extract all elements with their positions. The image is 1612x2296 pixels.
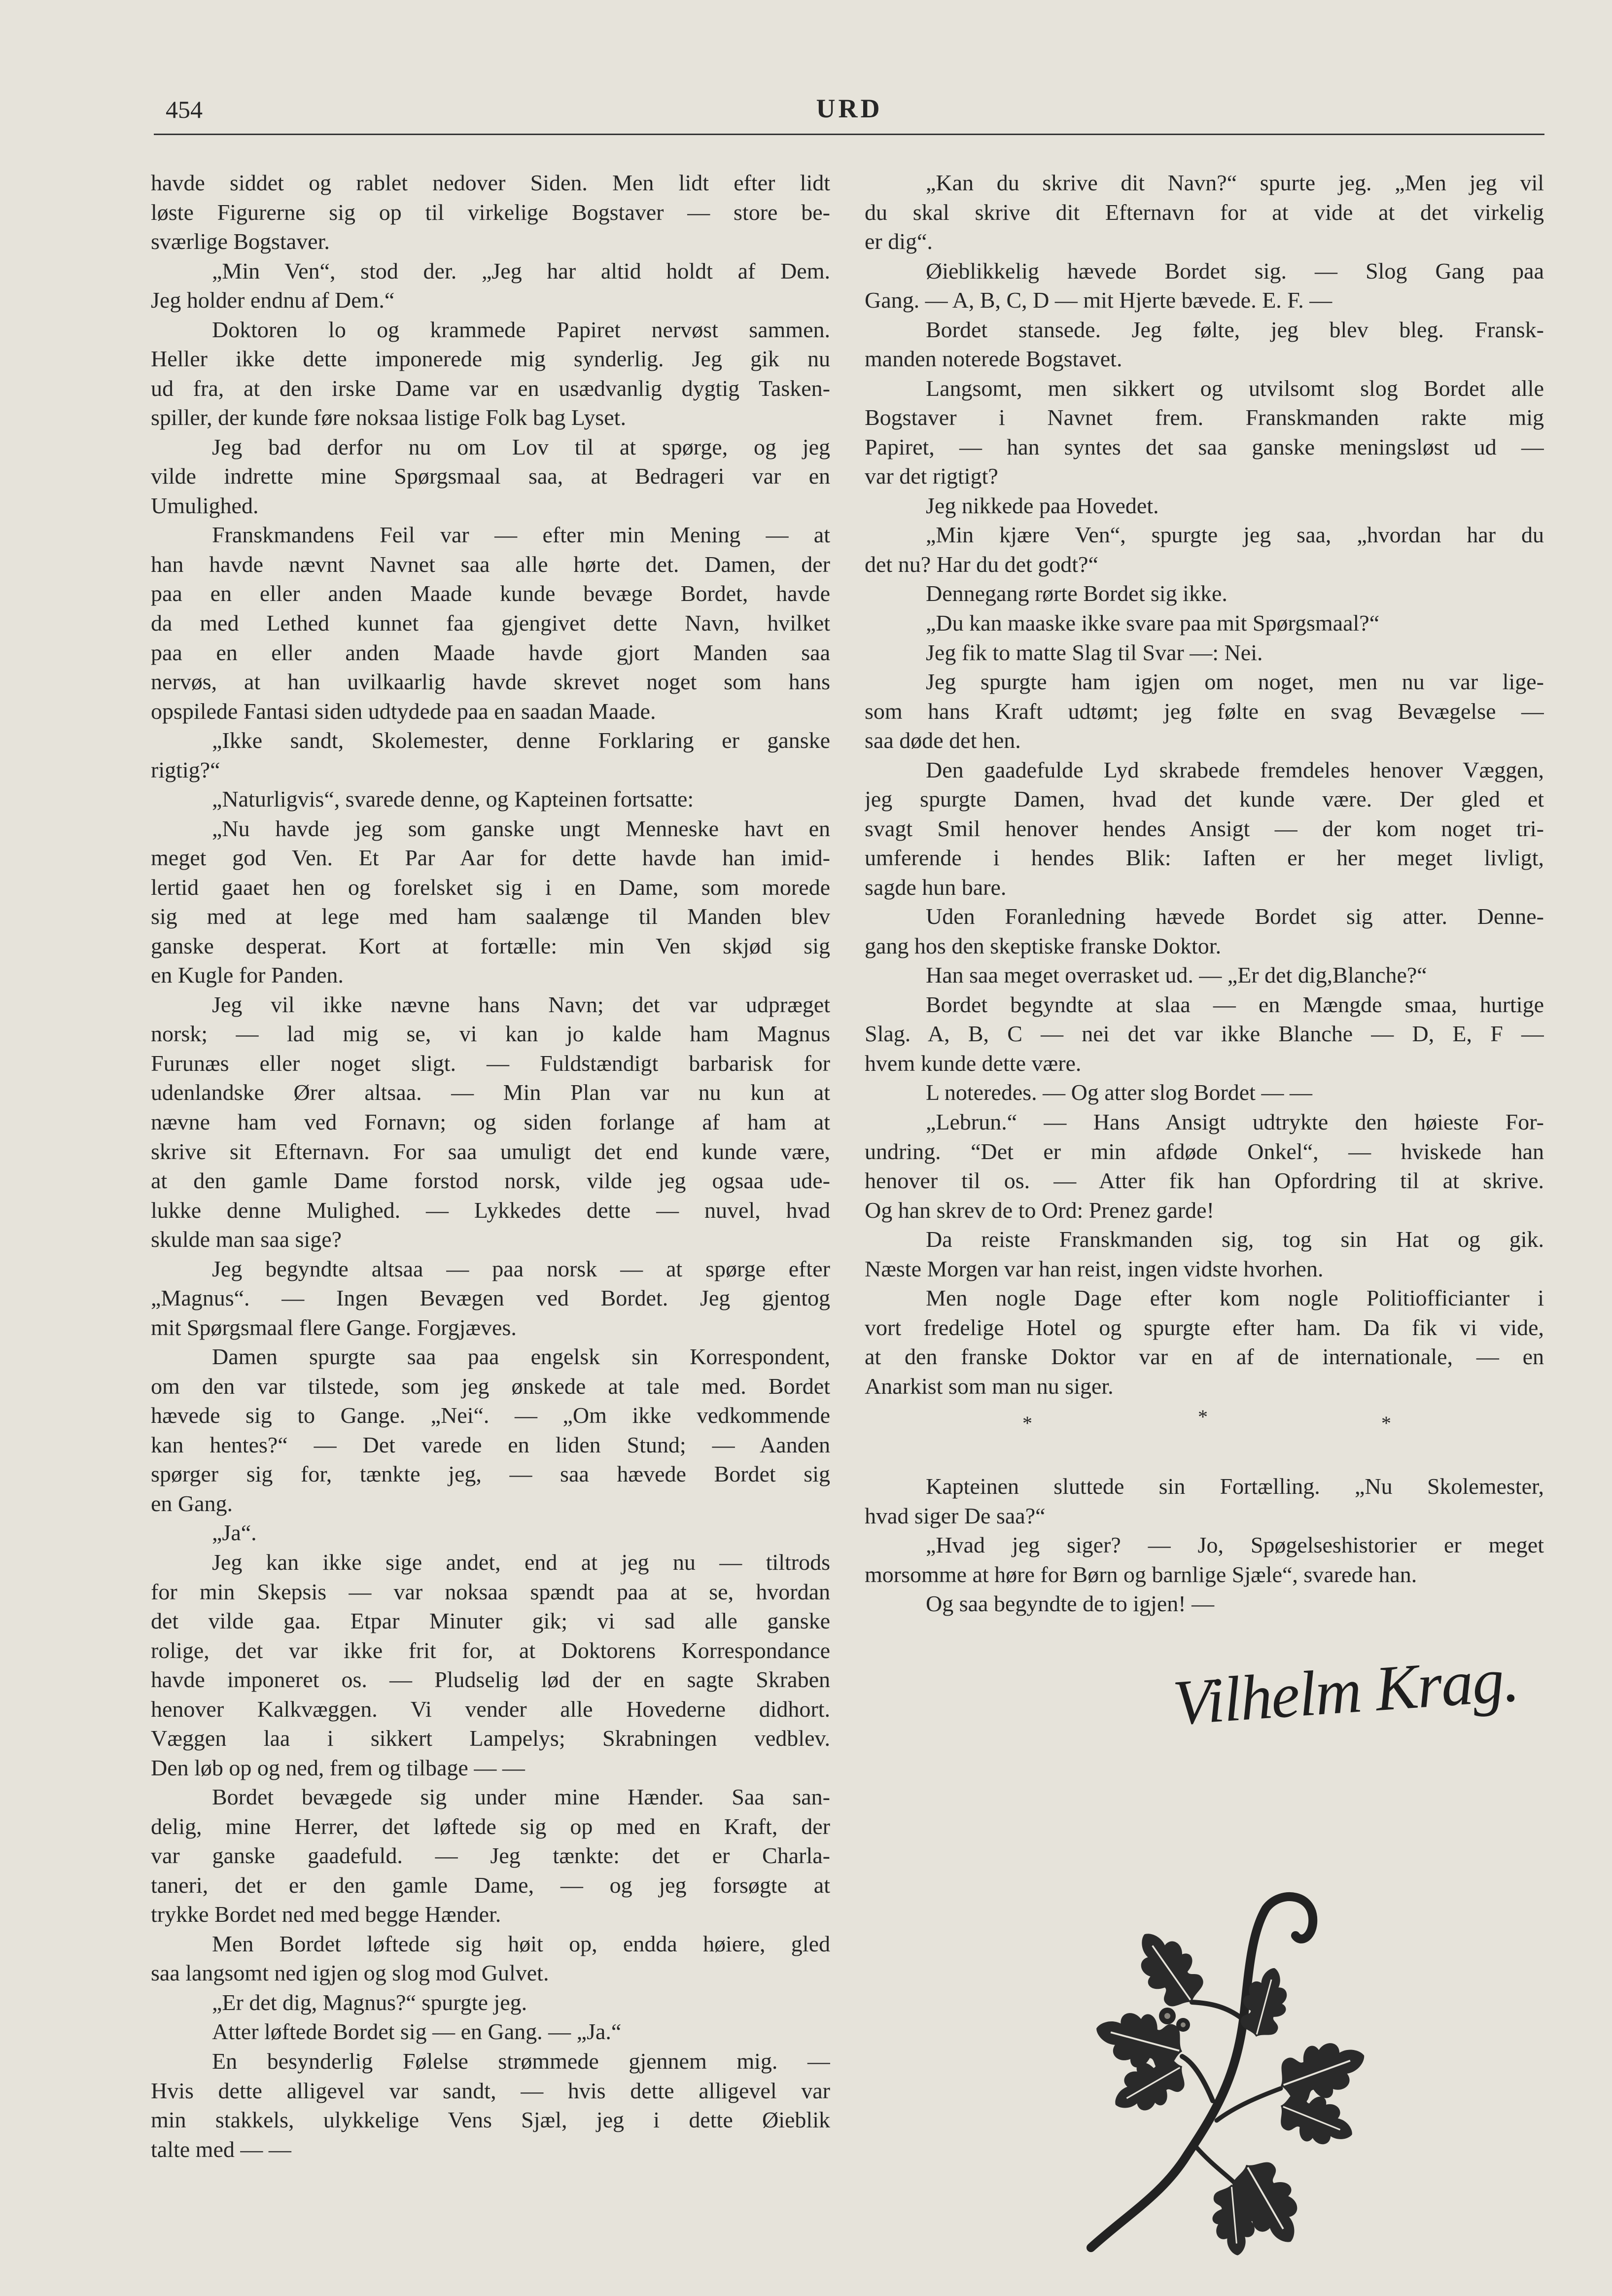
- paragraph: [865, 1225, 1544, 1283]
- text-line: det vilde gaa. Etpar Minuter gik; vi sad alle ganske: [151, 1608, 830, 1634]
- text-line: vort fredelige Hotel og spurgte efter ham. Da fik vi vide,: [865, 1314, 1544, 1340]
- text-line: hævede sig to Gange. „Nei“. — „Om ikke vedkommende: [151, 1403, 830, 1428]
- text-line: Slag. A, B, C — nei det var ikke Blanche — D, E, F —: [865, 1021, 1544, 1047]
- paragraph: [865, 1589, 1544, 1619]
- text-line: hvad siger De saa?“: [865, 1503, 1046, 1528]
- text-line: en Kugle for Panden.: [151, 962, 344, 988]
- paragraph: [151, 1342, 830, 1518]
- text-line: Men nogle Dage efter kom nogle Politiofficianter i: [926, 1285, 1544, 1311]
- text-line: Bordet stansede. Jeg følte, jeg blev bleg. Fransk-: [926, 317, 1544, 342]
- paragraph: [151, 315, 830, 432]
- paragraph: [865, 638, 1544, 668]
- paragraph: [865, 256, 1544, 315]
- text-line: Bordet bevægede sig under mine Hænder. Saa san-: [212, 1784, 830, 1810]
- text-line: Væggen laa i sikkert Lampelys; Skrabningen vedblev.: [151, 1726, 830, 1751]
- text-line: talte med — —: [151, 2136, 291, 2162]
- magazine-title: URD: [816, 94, 883, 123]
- text-line: Han saa meget overrasket ud. — „Er det dig,Blanche?“: [926, 962, 1427, 988]
- page-number: 454: [166, 96, 203, 123]
- paragraph: [865, 1472, 1544, 1530]
- text-line: Og han skrev de to Ord: Prenez garde!: [865, 1197, 1214, 1223]
- paragraph: [865, 520, 1544, 579]
- text-line: „Ikke sandt, Skolemester, denne Forklaring er ganske: [212, 728, 830, 753]
- paragraph: [865, 1078, 1544, 1107]
- text-line: En besynderlig Følelse strømmede gjennem mig. —: [212, 2049, 830, 2074]
- text-line: han havde nævnt Navnet saa alle hørte det. Damen, der: [151, 551, 830, 577]
- author-signature: Vilhelm Krag.: [1170, 1644, 1521, 1739]
- paragraph: [151, 1548, 830, 1782]
- text-line: var ganske gaadefuld. — Jeg tænkte: det er Charla-: [151, 1843, 830, 1869]
- paragraph: [151, 1782, 830, 1929]
- text-line: paa en eller anden Maade havde gjort Manden saa: [151, 639, 830, 665]
- text-line: „Naturligvis“, svarede denne, og Kapteinen fortsatte:: [212, 786, 694, 812]
- text-line: Hvis dette alligevel var sandt, — hvis dette alligevel var: [151, 2078, 830, 2103]
- text-line: meget god Ven. Et Par Aar for dette havde han imid-: [151, 845, 830, 871]
- text-line: udenlandske Ører altsaa. — Min Plan var nu kun at: [151, 1080, 830, 1105]
- text-line: min stakkels, ulykkelige Vens Sjæl, jeg i dette Øieblik: [151, 2107, 830, 2133]
- text-line: „Ja“.: [212, 1520, 257, 1546]
- section-separator: [865, 1406, 1544, 1438]
- text-line: gang hos den skeptiske franske Doktor.: [865, 933, 1222, 958]
- text-line: taneri, det er den gamle Dame, — og jeg forsøgte at: [151, 1872, 830, 1898]
- text-line: Næste Morgen var han reist, ingen vidste hvorhen.: [865, 1256, 1324, 1281]
- text-line: opspilede Fantasi siden udtydede paa en saadan Maade.: [151, 698, 656, 724]
- text-line: havde siddet og rablet nedover Siden. Men lidt efter lidt: [151, 170, 830, 195]
- text-line: „Hvad jeg siger? — Jo, Spøgelseshistorier er meget: [926, 1532, 1544, 1558]
- right-column: [865, 168, 1544, 1401]
- text-line: Jeg bad derfor nu om Lov til at spørge, og jeg: [212, 434, 830, 459]
- text-line: Uden Foranledning hævede Bordet sig atter. Denne-: [926, 904, 1544, 929]
- text-line: jeg spurgte Damen, hvad det kunde være. Der gled et: [865, 786, 1544, 812]
- paragraph: [151, 990, 830, 1254]
- text-line: hvem kunde dette være.: [865, 1050, 1082, 1076]
- text-line: løste Figurerne sig op til virkelige Bogstaver — store be-: [151, 199, 830, 225]
- paragraph: [151, 168, 830, 256]
- header-rule: [154, 134, 1544, 135]
- text-line: Jeg holder endnu af Dem.“: [151, 287, 395, 313]
- text-line: havde imponeret os. — Pludselig lød der en sagte Skraben: [151, 1667, 830, 1693]
- text-line: paa en eller anden Maade kunde bevæge Bordet, havde: [151, 581, 830, 606]
- text-line: Jeg fik to matte Slag til Svar —: Nei.: [926, 639, 1263, 665]
- paragraph: [151, 1929, 830, 1988]
- text-line: „Kan du skrive dit Navn?“ spurte jeg. „Men jeg vil: [926, 170, 1544, 195]
- text-line: Damen spurgte saa paa engelsk sin Korrespondent,: [212, 1344, 830, 1370]
- text-line: om den var tilstede, som jeg ønskede at tale med. Bordet: [151, 1373, 830, 1399]
- text-line: Den løb op og ned, frem og tilbage — —: [151, 1755, 525, 1780]
- paragraph: [865, 1283, 1544, 1401]
- text-line: du skal skrive dit Efternavn for at vide at det virkelig: [865, 199, 1544, 225]
- text-line: L noteredes. — Og atter slog Bordet — —: [926, 1080, 1312, 1105]
- paragraph: [151, 432, 830, 521]
- asterisk: *: [1381, 1412, 1391, 1434]
- text-line: lukke denne Mulighed. — Lykkedes dette — nuvel, hvad: [151, 1197, 830, 1223]
- oak-branch-icon: [1069, 1889, 1391, 2262]
- text-line: henover til os. — Atter fik han Opfordring til at skrive.: [865, 1168, 1544, 1194]
- text-line: Heller ikke dette imponerede mig synderlig. Jeg gik nu: [151, 346, 830, 372]
- text-line: Doktoren lo og krammede Papiret nervøst sammen.: [212, 317, 830, 342]
- text-line: „Du kan maaske ikke svare paa mit Spørgsmaal?“: [926, 610, 1380, 636]
- paragraph: [151, 2017, 830, 2047]
- text-line: spiller, der kunde føre noksaa listige Folk bag Lyset.: [151, 405, 626, 430]
- text-line: Kapteinen sluttede sin Fortælling. „Nu Skolemester,: [926, 1474, 1544, 1499]
- paragraph: [151, 1254, 830, 1342]
- text-line: „Min Ven“, stod der. „Jeg har altid holdt af Dem.: [212, 258, 830, 283]
- paragraph: [865, 990, 1544, 1078]
- paragraph: [151, 1518, 830, 1548]
- paragraph: [151, 814, 830, 990]
- text-line: morsomme at høre for Børn og barnlige Sjæle“, svarede han.: [865, 1561, 1417, 1587]
- text-line: det nu? Har du det godt?“: [865, 551, 1098, 577]
- paragraph: [865, 374, 1544, 491]
- asterisk: *: [1198, 1406, 1208, 1428]
- asterisk: *: [1022, 1412, 1032, 1434]
- paragraph: [151, 784, 830, 814]
- paragraph: [865, 1530, 1544, 1589]
- text-line: Papiret, — han syntes det saa ganske meningsløst ud —: [865, 434, 1544, 459]
- paragraph: [865, 315, 1544, 374]
- text-line: en Gang.: [151, 1490, 233, 1516]
- text-line: „Nu havde jeg som ganske ungt Menneske havt en: [212, 815, 830, 841]
- text-line: Bogstaver i Navnet frem. Franskmanden rakte mig: [865, 405, 1544, 430]
- text-line: Gang. — A, B, C, D — mit Hjerte bævede. E. F. —: [865, 287, 1332, 313]
- text-line: „Min kjære Ven“, spurgte jeg saa, „hvordan har du: [926, 522, 1544, 548]
- text-line: Da reiste Franskmanden sig, tog sin Hat og gik.: [926, 1227, 1544, 1252]
- text-line: spørger sig for, tænkte jeg, — saa hævede Bordet sig: [151, 1461, 830, 1487]
- text-line: Jeg nikkede paa Hovedet.: [926, 493, 1159, 518]
- text-line: Bordet begyndte at slaa — en Mængde smaa, hurtige: [926, 991, 1544, 1017]
- text-line: Umulighed.: [151, 493, 259, 518]
- text-line: norsk; — lad mig se, vi kan jo kalde ham Magnus: [151, 1021, 830, 1047]
- paragraph: [151, 1988, 830, 2017]
- text-line: „Er det dig, Magnus?“ spurgte jeg.: [212, 1989, 527, 2015]
- text-line: sig med at lege med ham saalænge til Manden blev: [151, 904, 830, 929]
- text-line: nævne ham ved Fornavn; og siden forlange af ham at: [151, 1109, 830, 1134]
- text-line: da med Lethed kunnet faa gjengivet dette Navn, hvilket: [151, 610, 830, 636]
- text-line: at den gamle Dame forstod norsk, vilde jeg ogsaa ude-: [151, 1168, 830, 1194]
- paragraph: [865, 608, 1544, 638]
- text-line: Men Bordet løftede sig høit op, endda høiere, gled: [212, 1931, 830, 1956]
- text-line: at den franske Doktor var en af de internationale, — en: [865, 1344, 1544, 1370]
- text-line: Øieblikkelig hævede Bordet sig. — Slog Gang paa: [926, 258, 1544, 283]
- paragraph: [865, 168, 1544, 256]
- text-line: Franskmandens Feil var — efter min Mening — at: [212, 522, 830, 548]
- text-line: saa langsomt ned igjen og slog mod Gulvet.: [151, 1960, 549, 1986]
- text-line: svagt Smil henover hendes Ansigt — der kom noget tri-: [865, 815, 1544, 841]
- text-line: som hans Kraft udtømt; jeg følte en svag Bevægelse —: [865, 698, 1544, 724]
- text-line: henover Kalkvæggen. Vi vender alle Hovederne didhort.: [151, 1696, 830, 1722]
- paragraph: [151, 520, 830, 726]
- paragraph: [151, 256, 830, 315]
- text-line: Den gaadefulde Lyd skrabede fremdeles henover Væggen,: [926, 757, 1544, 782]
- text-line: undring. “Det er min afdøde Onkel“, — hviskede han: [865, 1138, 1544, 1164]
- text-line: mit Spørgsmaal flere Gange. Forgjæves.: [151, 1314, 517, 1340]
- text-line: for min Skepsis — var noksaa spændt paa at se, hvordan: [151, 1579, 830, 1604]
- paragraph: [865, 1107, 1544, 1225]
- paragraph: [865, 902, 1544, 960]
- text-line: Atter løftede Bordet sig — en Gang. — „Ja.“: [212, 2019, 622, 2045]
- text-line: ganske desperat. Kort at fortælle: min Ven skjød sig: [151, 933, 830, 958]
- text-line: nervøs, at han uvilkaarlig havde skrevet noget som hans: [151, 669, 830, 695]
- text-line: umferende i hendes Blik: Iaften er her meget livligt,: [865, 845, 1544, 871]
- paragraph: [865, 491, 1544, 521]
- text-line: kan hentes?“ — Det varede en liden Stund; — Aanden: [151, 1432, 830, 1457]
- text-line: er dig“.: [865, 229, 933, 254]
- text-line: Jeg kan ikke sige andet, end at jeg nu — tiltrods: [212, 1549, 830, 1575]
- left-column: [151, 168, 830, 2164]
- text-line: rigtig?“: [151, 757, 220, 782]
- paragraph: [151, 726, 830, 784]
- text-line: lertid gaaet hen og forelsket sig i en Dame, som morede: [151, 874, 830, 900]
- text-line: Jeg spurgte ham igjen om noget, men nu var lige-: [926, 669, 1544, 695]
- text-line: Jeg vil ikke nævne hans Navn; det var udpræget: [212, 991, 830, 1017]
- text-line: rolige, det var ikke frit for, at Doktorens Korrespondance: [151, 1637, 830, 1663]
- text-line: „Lebrun.“ — Hans Ansigt udtrykte den høieste For-: [926, 1109, 1544, 1134]
- text-line: Jeg begyndte altsaa — paa norsk — at spørge efter: [212, 1256, 830, 1281]
- paragraph: [865, 667, 1544, 755]
- text-line: Furunæs eller noget sligt. — Fuldstændigt barbarisk for: [151, 1050, 830, 1076]
- text-line: vilde indrette mine Spørgsmaal saa, at Bedrageri var en: [151, 463, 830, 489]
- text-line: Og saa begyndte de to igjen! —: [926, 1591, 1215, 1617]
- text-line: trykke Bordet ned med begge Hænder.: [151, 1902, 501, 1927]
- paragraph: [865, 579, 1544, 608]
- text-line: sagde hun bare.: [865, 874, 1007, 900]
- text-line: „Magnus“. — Ingen Bevægen ved Bordet. Jeg gjentog: [151, 1285, 830, 1311]
- paragraph: [865, 960, 1544, 990]
- text-line: ud fra, at den irske Dame var en usædvanlig dygtig Tasken-: [151, 375, 830, 401]
- text-line: Anarkist som man nu siger.: [865, 1373, 1114, 1399]
- text-line: skulde man saa sige?: [151, 1227, 342, 1252]
- paragraph: [865, 755, 1544, 902]
- text-line: saa døde det hen.: [865, 728, 1021, 753]
- paragraph: [151, 2047, 830, 2164]
- text-line: manden noterede Bogstavet.: [865, 346, 1122, 372]
- text-line: Dennegang rørte Bordet sig ikke.: [926, 581, 1227, 606]
- closing-section: [865, 1472, 1544, 1619]
- text-line: Langsomt, men sikkert og utvilsomt slog Bordet alle: [926, 375, 1544, 401]
- text-line: sværlige Bogstaver.: [151, 229, 330, 254]
- text-line: var det rigtigt?: [865, 463, 998, 489]
- text-line: skrive sit Efternavn. For saa umuligt det end kunde være,: [151, 1138, 830, 1164]
- text-line: delig, mine Herrer, det løftede sig op med en Kraft, der: [151, 1813, 830, 1839]
